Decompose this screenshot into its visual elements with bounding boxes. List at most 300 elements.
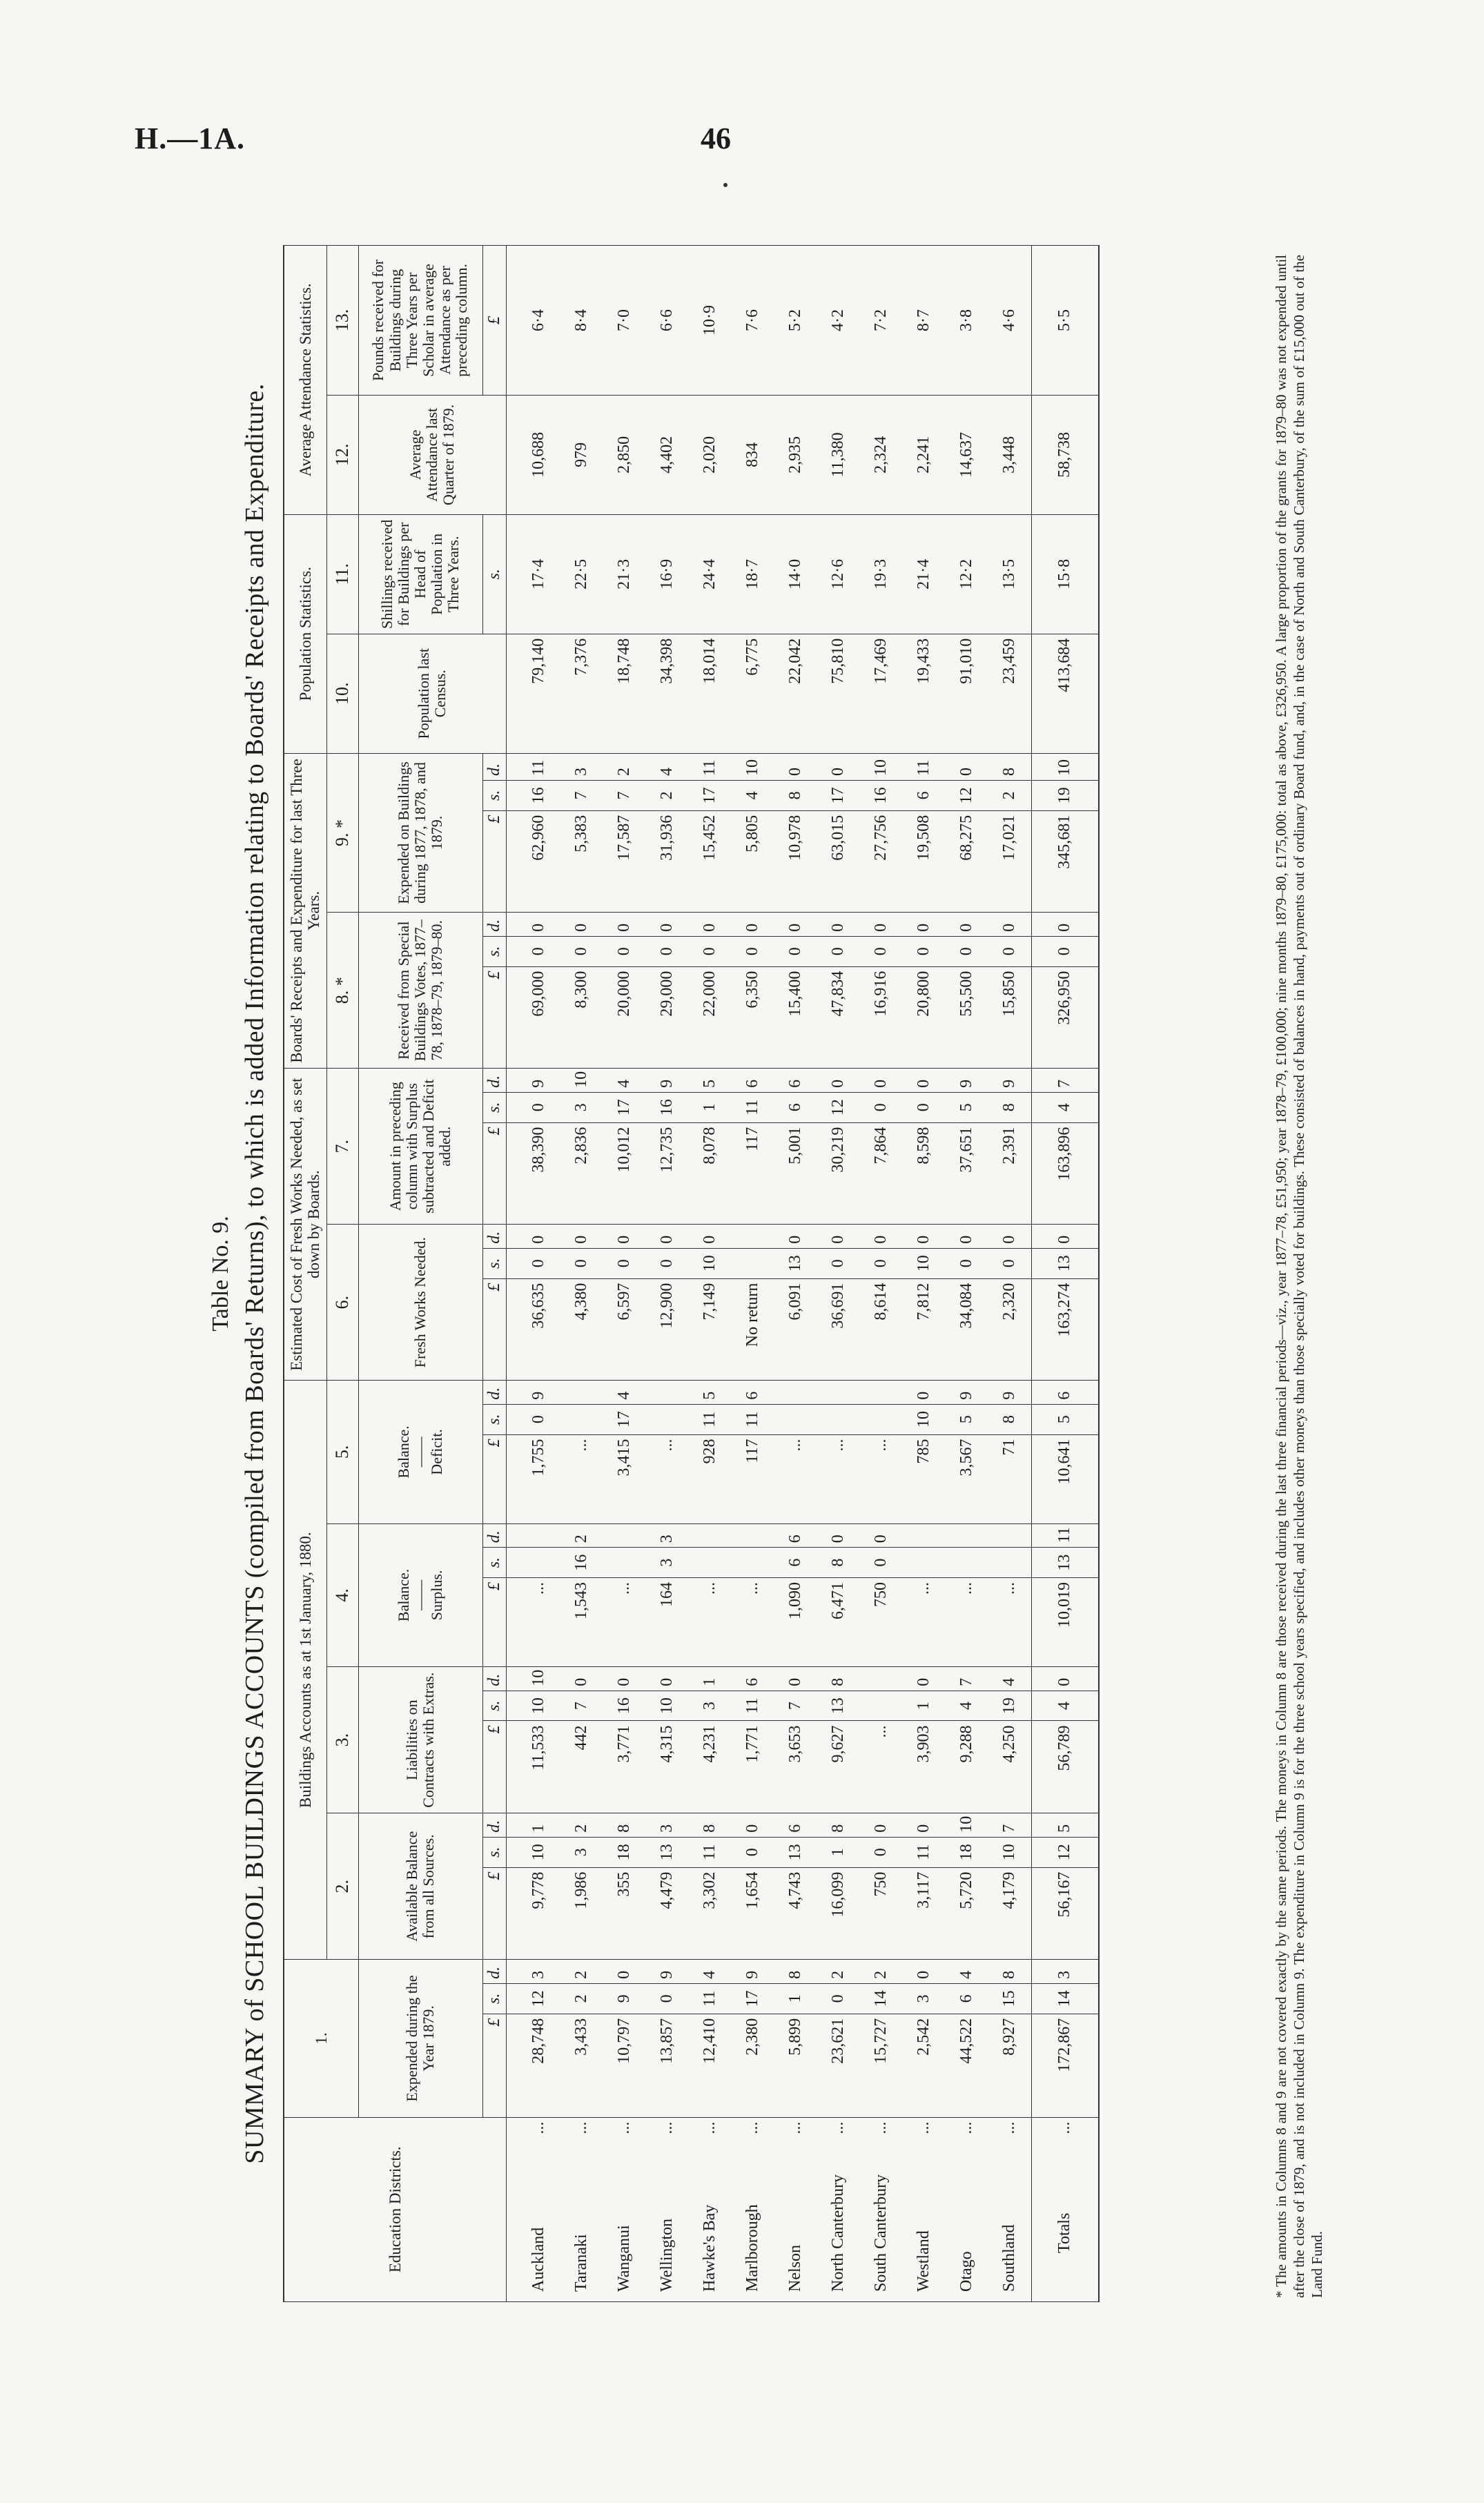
c10-value: 17,469 [860,634,903,753]
c8-pence-unit: d. [482,913,506,937]
c6-pounds: 34,084 [946,1278,988,1381]
c2-shillings: 11 [689,1837,732,1867]
c2-shillings: 10 [988,1837,1032,1867]
c2-pounds: 56,167 [1031,1867,1099,1960]
c12-value: 2,935 [774,395,817,514]
district-name: Marlborough ... [732,2117,774,2301]
c4-shillings [732,1548,774,1578]
leader-dots: ... [701,2121,719,2134]
c1-pounds: 2,380 [732,2014,774,2117]
c8-shillings: 0 [689,936,732,966]
c5-pounds: 10,641 [1031,1434,1099,1523]
c8-shillings: 0 [903,936,946,966]
c8-shillings: 0 [603,936,646,966]
c5-pounds: 71 [988,1434,1032,1523]
c3-pence: 1 [689,1667,732,1691]
c6-shillings: 10 [689,1248,732,1278]
col6-header: Fresh Works Needed. [358,1225,482,1381]
c4-pounds: ... [732,1578,774,1667]
c2-shillings: 3 [560,1837,603,1867]
col3-number: 3. [326,1667,358,1813]
leader-dots: ... [957,2121,975,2134]
c3-pounds: 3,771 [603,1721,646,1813]
c8-pence: 0 [1031,913,1099,937]
c7-pounds: 38,390 [506,1122,560,1225]
leader-dots: ... [572,2121,590,2134]
speck-mark [723,183,728,187]
c8-pence: 0 [860,913,903,937]
c8-pence: 0 [732,913,774,937]
c1-pounds: 8,927 [988,2014,1032,2117]
c2-pence: 8 [689,1813,732,1838]
c1-shillings: 2 [560,1983,603,2014]
c7-shillings: 0 [903,1092,946,1122]
c4-pence [603,1523,646,1548]
c8-shillings: 0 [860,936,903,966]
c6-pounds: 6,091 [774,1278,817,1381]
c9-shillings: 16 [860,780,903,810]
district-header: Education Districts. [284,2117,506,2301]
c4-pence [506,1523,560,1548]
c7-pounds: 7,864 [860,1122,903,1225]
c1-pence-unit: d. [482,1960,506,1984]
c9-shillings: 6 [903,780,946,810]
district-name: Westland ... [903,2117,946,2301]
c4-pounds: 1,090 [774,1578,817,1667]
c8-shilling-unit: s. [482,936,506,966]
c2-pence: 7 [988,1813,1032,1838]
c5-shillings: 11 [689,1404,732,1434]
leader-dots: ... [829,2121,847,2134]
c11-value: 12·2 [946,514,988,634]
c3-pence: 4 [988,1667,1032,1691]
c3-shillings: 13 [817,1691,860,1721]
col5-number: 5. [326,1381,358,1524]
c4-pence [732,1523,774,1548]
c4-pounds: ... [946,1578,988,1667]
c4-pence [689,1523,732,1548]
c3-shillings: 10 [506,1691,560,1721]
col10-number: 10. [326,634,358,753]
c9-shillings: 17 [817,780,860,810]
c9-shillings: 19 [1031,780,1099,810]
c13-value: 7·0 [603,246,646,396]
c5-pence [860,1381,903,1405]
c3-shillings: 10 [646,1691,689,1721]
c7-pence: 9 [506,1069,560,1093]
c8-shillings: 0 [560,936,603,966]
c7-pence: 9 [646,1069,689,1093]
c3-pounds: 56,789 [1031,1721,1099,1813]
c6-shillings: 0 [646,1248,689,1278]
c3-pence-unit: d. [482,1667,506,1691]
c7-pounds: 30,219 [817,1122,860,1225]
c1-shillings: 12 [506,1983,560,2014]
c4-pounds: 750 [860,1578,903,1667]
c5-pounds: ... [774,1434,817,1523]
c4-shillings [603,1548,646,1578]
col9-header: Expended on Buildings during 1877, 1878, and 1879. [358,753,482,913]
c4-pence: 2 [560,1523,603,1548]
c7-pence: 10 [560,1069,603,1093]
c4-shillings [903,1548,946,1578]
c9-pence: 10 [732,753,774,780]
c4-pounds: 6,471 [817,1578,860,1667]
c9-shillings: 16 [506,780,560,810]
c1-shillings: 1 [774,1983,817,2014]
c2-shillings: 11 [903,1837,946,1867]
c8-pounds: 8,300 [560,966,603,1069]
c10-value: 19,433 [903,634,946,753]
c1-pounds: 15,727 [860,2014,903,2117]
c5-shillings: 17 [603,1404,646,1434]
c5-pence: 9 [506,1381,560,1405]
c1-pounds: 172,867 [1031,2014,1099,2117]
c1-pounds: 5,899 [774,2014,817,2117]
c2-pence: 0 [732,1813,774,1838]
c3-pence: 6 [732,1667,774,1691]
c1-shillings: 0 [817,1983,860,2014]
c7-shillings: 17 [603,1092,646,1122]
c9-pounds: 19,508 [903,810,946,913]
c8-shillings: 0 [774,936,817,966]
c9-pence: 2 [603,753,646,780]
c5-shillings [860,1404,903,1434]
c4-pounds: 1,543 [560,1578,603,1667]
c3-pounds: 9,288 [946,1721,988,1813]
c9-pence: 4 [646,753,689,780]
c2-pence: 1 [506,1813,560,1838]
c9-pounds: 17,587 [603,810,646,913]
col11-number: 11. [326,514,358,634]
c5-pounds: ... [817,1434,860,1523]
c5-pence-unit: d. [482,1381,506,1405]
c5-shillings: 5 [1031,1404,1099,1434]
totals-row [1031,246,1099,2302]
c9-shillings: 7 [560,780,603,810]
c8-pounds: 16,916 [860,966,903,1069]
c7-pounds: 10,012 [603,1122,646,1225]
c8-pence: 0 [988,913,1032,937]
c8-pounds: 69,000 [506,966,560,1069]
c9-pounds: 63,015 [817,810,860,913]
totals-label: Totals ... [1031,2117,1099,2301]
c5-shillings [774,1404,817,1434]
c6-pence: 0 [988,1225,1032,1249]
c9-pounds: 5,383 [560,810,603,913]
c9-pence: 10 [860,753,903,780]
col8-header: Received from Special Buildings Votes, 1877–78, 1878–79, 1879–80. [358,913,482,1069]
c10-value: 18,748 [603,634,646,753]
c6-shillings: 0 [988,1248,1032,1278]
table-row [603,246,646,2302]
rotated-table-sheet [204,238,1336,2309]
c6-pounds: 36,635 [506,1278,560,1381]
c7-pence: 9 [946,1069,988,1093]
c6-pence: 0 [774,1225,817,1249]
c13-value: 4·6 [988,246,1032,396]
c5-pounds: 1,755 [506,1434,560,1523]
table-row [817,246,860,2302]
c3-pence [860,1667,903,1691]
col8-number: 8. * [326,913,358,1069]
c8-pence: 0 [646,913,689,937]
c2-pence: 10 [946,1813,988,1838]
col2-header: Available Balance from all Sources. [358,1813,482,1960]
c12-value: 58,738 [1031,395,1099,514]
c6-shillings: 10 [903,1248,946,1278]
c8-shillings: 0 [646,936,689,966]
fresh-works-group: Estimated Cost of Fresh Works Needed, as set down by Boards. [284,1069,326,1381]
attendance-group: Average Attendance Statistics. [284,246,326,515]
c8-pence: 0 [603,913,646,937]
c9-pounds: 5,805 [732,810,774,913]
c2-pence: 6 [774,1813,817,1838]
c3-pounds: ... [860,1721,903,1813]
c2-pounds: 4,179 [988,1867,1032,1960]
c9-pence: 0 [946,753,988,780]
c4-pence: 0 [817,1523,860,1548]
leader-dots: ... [872,2121,890,2134]
c2-pence: 3 [646,1813,689,1838]
c6-shillings: 0 [603,1248,646,1278]
c5-pounds: ... [560,1434,603,1523]
c5-pounds: 117 [732,1434,774,1523]
c1-shillings: 17 [732,1983,774,2014]
c2-shillings: 0 [732,1837,774,1867]
c9-shillings: 2 [646,780,689,810]
table-row [560,246,603,2302]
c3-shillings: 16 [603,1691,646,1721]
c10-value: 413,684 [1031,634,1099,753]
c12-value: 834 [732,395,774,514]
c7-shillings: 4 [1031,1092,1099,1122]
c7-pence: 0 [860,1069,903,1093]
c5-pounds: ... [860,1434,903,1523]
c2-pounds: 355 [603,1867,646,1960]
c1-shillings: 9 [603,1983,646,2014]
c12-value: 4,402 [646,395,689,514]
c7-pounds: 5,001 [774,1122,817,1225]
c1-pounds: 12,410 [689,2014,732,2117]
c12-value: 14,637 [946,395,988,514]
c9-pence: 11 [903,753,946,780]
c5-shillings [560,1404,603,1434]
c5-shillings: 11 [732,1404,774,1434]
district-name: South Canterbury ... [860,2117,903,2301]
c5-pounds: 928 [689,1434,732,1523]
c2-shillings: 12 [1031,1837,1099,1867]
c4-shillings: 8 [817,1548,860,1578]
col4-number: 4. [326,1523,358,1666]
c1-shillings: 6 [946,1983,988,2014]
c3-pounds: 4,231 [689,1721,732,1813]
c7-shillings: 11 [732,1092,774,1122]
district-name: Hawke's Bay ... [689,2117,732,2301]
c6-shillings: 0 [560,1248,603,1278]
c4-shillings [689,1548,732,1578]
c7-pounds: 37,651 [946,1122,988,1225]
c3-pounds: 442 [560,1721,603,1813]
c1-pence: 4 [946,1960,988,1984]
c1-shilling-unit: s. [482,1983,506,2014]
c5-pence [560,1381,603,1405]
c9-shillings: 12 [946,780,988,810]
c5-pence [817,1381,860,1405]
c1-pounds: 2,542 [903,2014,946,2117]
c8-pounds: 20,800 [903,966,946,1069]
c1-shillings: 15 [988,1983,1032,2014]
col1-number: 1. [284,1960,358,2117]
c8-pence: 0 [817,913,860,937]
c7-pounds: 8,078 [689,1122,732,1225]
c8-pence: 0 [560,913,603,937]
district-name: Auckland ... [506,2117,560,2301]
c7-pounds: 8,598 [903,1122,946,1225]
c13-value: 8·7 [903,246,946,396]
c4-pence [903,1523,946,1548]
c6-pounds: No return [732,1278,774,1381]
c7-pounds: 117 [732,1122,774,1225]
c7-pounds: 2,391 [988,1122,1032,1225]
c1-shillings: 3 [903,1983,946,2014]
c7-shillings: 5 [946,1092,988,1122]
c8-pounds: 6,350 [732,966,774,1069]
c4-pound-unit: £ [482,1578,506,1667]
c5-pounds: ... [646,1434,689,1523]
c9-pence: 0 [774,753,817,780]
c3-pounds: 4,315 [646,1721,689,1813]
c3-shillings: 7 [560,1691,603,1721]
c2-pence: 5 [1031,1813,1099,1838]
c6-pounds: 163,274 [1031,1278,1099,1381]
c9-pounds: 62,960 [506,810,560,913]
c13-value: 10·9 [689,246,732,396]
c2-pence-unit: d. [482,1813,506,1838]
c13-value: 6·4 [506,246,560,396]
c6-pence: 0 [646,1225,689,1249]
c7-pence: 6 [774,1069,817,1093]
c7-shillings: 1 [689,1092,732,1122]
c4-pence-unit: d. [482,1523,506,1548]
c6-pence: 0 [1031,1225,1099,1249]
c4-pounds: 164 [646,1578,689,1667]
c8-pence: 0 [506,913,560,937]
page-number: 46 [701,121,731,155]
c6-pounds: 2,320 [988,1278,1032,1381]
leader-dots: ... [615,2121,633,2134]
c3-pence: 7 [946,1667,988,1691]
c7-shillings: 3 [560,1092,603,1122]
c1-shillings: 0 [646,1983,689,2014]
c2-pence: 0 [903,1813,946,1838]
c1-pence: 0 [903,1960,946,1984]
district-name: Wellington ... [646,2117,689,2301]
col6-number: 6. [326,1225,358,1381]
c3-shillings [860,1691,903,1721]
c11-value: 21·3 [603,514,646,634]
c1-pence: 8 [774,1960,817,1984]
c7-pence: 6 [732,1069,774,1093]
table-row [646,246,689,2302]
c8-pounds: 15,850 [988,966,1032,1069]
c5-pence: 9 [988,1381,1032,1405]
c7-shillings: 6 [774,1092,817,1122]
c2-pounds: 3,302 [689,1867,732,1960]
c3-pence: 10 [506,1667,560,1691]
col4-header: Balance. —— Surplus. [358,1523,482,1666]
leader-dots: ... [1055,2121,1073,2134]
c8-pence: 0 [774,913,817,937]
c6-pence: 0 [603,1225,646,1249]
c11-value: 12·6 [817,514,860,634]
boards-receipts-group: Boards' Receipts and Expenditure for last Three Years. [284,753,326,1069]
c1-pence: 9 [646,1960,689,1984]
c11-value: 14·0 [774,514,817,634]
c3-pounds: 4,250 [988,1721,1032,1813]
c11-value: 13·5 [988,514,1032,634]
c9-pence: 11 [689,753,732,780]
c13-value: 3·8 [946,246,988,396]
c5-pounds: 3,415 [603,1434,646,1523]
c8-shillings: 0 [817,936,860,966]
c6-shillings: 13 [774,1248,817,1278]
c6-pence-unit: d. [482,1225,506,1249]
c6-pounds: 7,149 [689,1278,732,1381]
table-row [946,246,988,2302]
col9-asterisk: * [331,819,352,828]
c11-value: 18·7 [732,514,774,634]
c4-pounds: 10,019 [1031,1578,1099,1667]
c2-pence: 8 [603,1813,646,1838]
c3-shillings: 19 [988,1691,1032,1721]
c1-pence: 4 [689,1960,732,1984]
c3-shillings: 3 [689,1691,732,1721]
c9-pounds: 10,978 [774,810,817,913]
col7-number: 7. [326,1069,358,1225]
c3-pounds: 3,653 [774,1721,817,1813]
c8-pounds: 326,950 [1031,966,1099,1069]
c1-pounds: 13,857 [646,2014,689,2117]
col13-number: 13. [326,246,358,396]
c11-value: 16·9 [646,514,689,634]
c6-pence: 0 [946,1225,988,1249]
table-row [774,246,817,2302]
c9-pounds: 345,681 [1031,810,1099,913]
c2-pounds: 4,479 [646,1867,689,1960]
c9-pence: 3 [560,753,603,780]
c2-pounds: 4,743 [774,1867,817,1960]
table-title: SUMMARY of SCHOOL BUILDINGS ACCOUNTS (compiled from Boards' Returns), to which is added Information relating to Boards' Receipts and Expenditure. [240,383,269,2164]
c4-shillings: 0 [860,1548,903,1578]
c3-pence: 0 [1031,1667,1099,1691]
c3-shillings: 11 [732,1691,774,1721]
c2-pounds: 9,778 [506,1867,560,1960]
c5-pence: 0 [903,1381,946,1405]
c12-value: 2,850 [603,395,646,514]
c1-pence: 0 [603,1960,646,1984]
c4-pounds: ... [603,1578,646,1667]
c7-pence: 4 [603,1069,646,1093]
leader-dots: ... [743,2121,761,2134]
c13-value: 7·2 [860,246,903,396]
c9-shillings: 2 [988,780,1032,810]
c9-shillings: 7 [603,780,646,810]
c13-value: 5·5 [1031,246,1099,396]
c5-shillings: 5 [946,1404,988,1434]
c9-pounds: 27,756 [860,810,903,913]
c4-pence: 3 [646,1523,689,1548]
